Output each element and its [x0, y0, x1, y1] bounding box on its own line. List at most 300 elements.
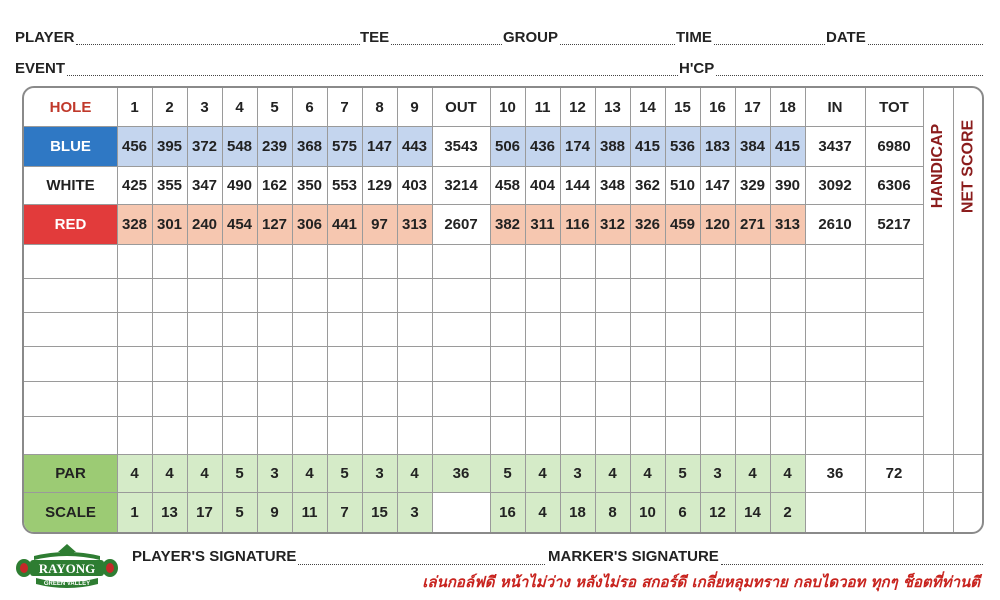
tee-yardage: 313 [401, 215, 428, 233]
hole-number-header: 12 [569, 98, 586, 116]
tee-yardage: 415 [634, 137, 661, 155]
score-entry-cell[interactable] [665, 244, 700, 278]
score-entry-cell[interactable] [187, 244, 222, 278]
logo-tagline: GREEN VALLEY [43, 581, 91, 587]
score-entry-cell[interactable] [595, 346, 630, 381]
tee-yardage: 162 [261, 176, 288, 194]
score-entry-cell[interactable] [700, 312, 735, 346]
in-header: IN [827, 98, 843, 116]
group-field[interactable] [503, 30, 675, 45]
score-entry-cell[interactable] [222, 381, 257, 416]
score-entry-cell[interactable] [805, 416, 865, 454]
score-entry-cell[interactable] [117, 346, 152, 381]
score-entry-cell[interactable] [327, 346, 362, 381]
scale-value: 9 [270, 503, 279, 521]
par-value: 5 [503, 464, 512, 482]
score-entry-cell[interactable] [770, 244, 805, 278]
tee-yardage: 311 [530, 215, 555, 233]
tee-label-white: WHITE [46, 176, 95, 194]
net-score-entry[interactable] [953, 454, 982, 532]
scale-value: 16 [499, 503, 516, 521]
score-entry-cell[interactable] [24, 312, 117, 346]
tee-yardage: 97 [371, 215, 388, 233]
score-entry-cell[interactable] [152, 312, 187, 346]
score-entry-cell[interactable] [630, 244, 665, 278]
handicap-entry[interactable] [923, 454, 953, 532]
score-entry-cell[interactable] [257, 312, 292, 346]
tee-yardage: 510 [669, 176, 696, 194]
score-entry-cell[interactable] [187, 312, 222, 346]
par-value: 5 [235, 464, 244, 482]
scale-value: 5 [235, 503, 244, 521]
score-entry-cell[interactable] [327, 416, 362, 454]
score-entry-cell[interactable] [187, 416, 222, 454]
score-entry-cell[interactable] [187, 346, 222, 381]
scale-value: 18 [569, 503, 586, 521]
tee-out-total: 3543 [444, 137, 478, 155]
score-entry-cell[interactable] [24, 244, 117, 278]
score-entry-cell[interactable] [865, 346, 923, 381]
tee-total: 6980 [877, 137, 911, 155]
tee-out-total: 2607 [444, 215, 478, 233]
score-entry-cell[interactable] [805, 278, 865, 312]
tee-yardage: 129 [366, 176, 393, 194]
score-entry-cell[interactable] [327, 312, 362, 346]
score-entry-cell[interactable] [525, 244, 560, 278]
time-field[interactable] [676, 30, 825, 45]
rayong-green-valley-logo [14, 540, 120, 590]
player-signature-label: PLAYER'S SIGNATURE [132, 548, 297, 565]
par-value: 4 [305, 464, 314, 482]
player-field[interactable] [15, 30, 360, 45]
score-entry-cell[interactable] [152, 244, 187, 278]
tee-yardage: 120 [704, 215, 731, 233]
score-entry-cell[interactable] [362, 244, 397, 278]
score-entry-cell[interactable] [735, 312, 770, 346]
score-entry-cell[interactable] [560, 346, 595, 381]
par-value: 4 [538, 464, 547, 482]
score-entry-cell[interactable] [432, 346, 490, 381]
tee-yardage: 328 [121, 215, 148, 233]
score-entry-cell[interactable] [735, 244, 770, 278]
hole-number-header: 11 [534, 98, 551, 116]
score-entry-cell[interactable] [222, 312, 257, 346]
score-entry-cell[interactable] [630, 312, 665, 346]
group-line [560, 32, 675, 45]
score-entry-cell[interactable] [327, 278, 362, 312]
tee-total: 5217 [877, 215, 911, 233]
score-entry-cell[interactable] [490, 312, 525, 346]
tee-yardage: 443 [401, 137, 428, 155]
par-label: PAR [55, 464, 86, 482]
par-value: 3 [713, 464, 722, 482]
score-entry-cell[interactable] [397, 312, 432, 346]
time-line [714, 32, 825, 45]
score-entry-cell[interactable] [805, 381, 865, 416]
score-entry-cell[interactable] [595, 278, 630, 312]
scale-value: 12 [709, 503, 726, 521]
time-label: TIME [676, 29, 712, 46]
par-value: 4 [130, 464, 139, 482]
hcp-line [716, 63, 983, 76]
score-entry-cell[interactable] [397, 244, 432, 278]
score-entry-cell[interactable] [117, 416, 152, 454]
scale-out [432, 492, 490, 532]
score-entry-cell[interactable] [432, 381, 490, 416]
score-entry-cell[interactable] [770, 416, 805, 454]
scorecard-grid [22, 86, 984, 534]
scale-value: 7 [340, 503, 349, 521]
score-entry-cell[interactable] [292, 312, 327, 346]
tee-yardage: 458 [494, 176, 521, 194]
score-entry-cell[interactable] [257, 416, 292, 454]
par-value: 4 [608, 464, 617, 482]
tee-yardage: 425 [121, 176, 148, 194]
score-entry-cell[interactable] [292, 278, 327, 312]
score-entry-cell[interactable] [595, 244, 630, 278]
group-label: GROUP [503, 29, 559, 46]
score-entry-cell[interactable] [257, 346, 292, 381]
par-out: 36 [452, 464, 470, 482]
scale-in [805, 492, 865, 532]
tee-in-total: 3092 [818, 176, 852, 194]
par-value: 4 [748, 464, 757, 482]
score-entry-cell[interactable] [525, 416, 560, 454]
score-entry-cell[interactable] [152, 416, 187, 454]
tot-header: TOT [879, 98, 909, 116]
scale-value: 13 [161, 503, 178, 521]
par-value: 3 [270, 464, 279, 482]
score-entry-cell[interactable] [700, 416, 735, 454]
score-entry-cell[interactable] [525, 346, 560, 381]
scale-value: 1 [130, 503, 139, 521]
par-value: 3 [375, 464, 384, 482]
score-entry-cell[interactable] [865, 381, 923, 416]
hole-number-header: 9 [410, 98, 419, 116]
score-entry-cell[interactable] [630, 416, 665, 454]
score-entry-cell[interactable] [432, 278, 490, 312]
score-entry-cell[interactable] [525, 312, 560, 346]
score-entry-cell[interactable] [595, 312, 630, 346]
hcp-label: H'CP [679, 60, 715, 77]
score-entry-cell[interactable] [187, 381, 222, 416]
score-entry-cell[interactable] [770, 381, 805, 416]
hcp-field[interactable] [679, 61, 983, 76]
score-entry-cell[interactable] [292, 346, 327, 381]
scale-value: 8 [608, 503, 617, 521]
event-line [67, 63, 678, 76]
hole-number-header: 3 [200, 98, 209, 116]
scale-value: 4 [538, 503, 547, 521]
tee-yardage: 240 [191, 215, 218, 233]
player-signature-line [298, 552, 545, 565]
scale-value: 2 [783, 503, 792, 521]
par-value: 4 [165, 464, 174, 482]
tee-total: 6306 [877, 176, 911, 194]
score-entry-cell[interactable] [152, 278, 187, 312]
hole-number-header: 18 [779, 98, 796, 116]
player-line [76, 32, 360, 45]
tee-yardage: 459 [669, 215, 696, 233]
score-entry-cell[interactable] [362, 346, 397, 381]
tee-yardage: 372 [191, 137, 218, 155]
hole-number-header: 15 [674, 98, 691, 116]
tee-yardage: 404 [529, 176, 556, 194]
score-entry-cell[interactable] [327, 381, 362, 416]
tee-yardage: 144 [564, 176, 591, 194]
score-entry-cell[interactable] [630, 278, 665, 312]
par-value: 4 [643, 464, 652, 482]
score-entry-cell[interactable] [397, 416, 432, 454]
tee-yardage: 348 [599, 176, 626, 194]
score-entry-cell[interactable] [865, 278, 923, 312]
tee-in-total: 3437 [818, 137, 852, 155]
hole-number-header: 2 [165, 98, 174, 116]
net-score-header: NET SCORE [958, 119, 976, 213]
score-entry-cell[interactable] [24, 346, 117, 381]
hole-number-header: 17 [744, 98, 761, 116]
scale-tot [865, 492, 923, 532]
tee-yardage: 347 [191, 176, 218, 194]
tee-yardage: 355 [156, 176, 183, 194]
scale-value: 11 [301, 503, 318, 521]
tee-out-total: 3214 [444, 176, 478, 194]
score-entry-cell[interactable] [665, 312, 700, 346]
score-entry-cell[interactable] [700, 244, 735, 278]
tee-yardage: 382 [494, 215, 521, 233]
tee-yardage: 395 [156, 137, 183, 155]
score-entry-cell[interactable] [222, 416, 257, 454]
score-entry-cell[interactable] [432, 244, 490, 278]
tee-yardage: 454 [226, 215, 253, 233]
score-entry-cell[interactable] [490, 244, 525, 278]
hole-number-header: 7 [340, 98, 349, 116]
score-entry-cell[interactable] [292, 416, 327, 454]
score-entry-cell[interactable] [257, 244, 292, 278]
tee-yardage: 388 [599, 137, 626, 155]
score-entry-cell[interactable] [665, 381, 700, 416]
hole-number-header: 8 [375, 98, 384, 116]
score-entry-cell[interactable] [397, 278, 432, 312]
par-value: 4 [410, 464, 419, 482]
course-etiquette-slogan: เล่นกอล์ฟดี หน้าไม่ว่าง หลังไม่รอ สกอร์ดี เกลี่ยหลุมทราย กลบไดวอท ทุกๆ ช็อตที่ท่านตี [422, 573, 980, 591]
score-entry-cell[interactable] [805, 346, 865, 381]
scale-value: 17 [196, 503, 213, 521]
out-header: OUT [445, 98, 477, 116]
tee-yardage: 147 [366, 137, 393, 155]
marker-signature-label: MARKER'S SIGNATURE [548, 548, 719, 565]
event-field[interactable] [15, 61, 678, 76]
tee-yardage: 362 [634, 176, 661, 194]
score-entry-cell[interactable] [630, 346, 665, 381]
score-entry-cell[interactable] [560, 312, 595, 346]
tee-yardage: 368 [296, 137, 323, 155]
score-entry-cell[interactable] [432, 312, 490, 346]
score-entry-cell[interactable] [665, 416, 700, 454]
score-entry-cell[interactable] [362, 416, 397, 454]
score-entry-cell[interactable] [24, 381, 117, 416]
score-entry-cell[interactable] [490, 278, 525, 312]
tee-yardage: 183 [704, 137, 731, 155]
score-entry-cell[interactable] [490, 381, 525, 416]
score-entry-cell[interactable] [700, 278, 735, 312]
score-entry-cell[interactable] [735, 278, 770, 312]
hole-number-header: 13 [604, 98, 621, 116]
marker-signature-field[interactable] [548, 548, 983, 565]
score-entry-cell[interactable] [292, 381, 327, 416]
score-entry-cell[interactable] [735, 381, 770, 416]
hole-header: HOLE [49, 98, 92, 116]
score-entry-cell[interactable] [432, 416, 490, 454]
tee-yardage: 127 [261, 215, 288, 233]
hole-number-header: 10 [499, 98, 516, 116]
handicap-header: HANDICAP [929, 123, 946, 209]
scale-label: SCALE [45, 503, 96, 521]
tee-yardage: 306 [296, 215, 323, 233]
tee-label-blue: BLUE [50, 137, 91, 155]
tee-yardage: 271 [739, 215, 766, 233]
tee-yardage: 436 [529, 137, 556, 155]
score-entry-cell[interactable] [24, 278, 117, 312]
scale-value: 14 [744, 503, 761, 521]
score-entry-cell[interactable] [117, 312, 152, 346]
score-entry-cell[interactable] [865, 312, 923, 346]
score-entry-cell[interactable] [630, 381, 665, 416]
tee-yardage: 441 [331, 215, 358, 233]
score-entry-cell[interactable] [525, 381, 560, 416]
tee-yardage: 313 [774, 215, 801, 233]
score-entry-cell[interactable] [327, 244, 362, 278]
tee-field[interactable] [360, 30, 502, 45]
score-entry-cell[interactable] [117, 244, 152, 278]
score-entry-cell[interactable] [152, 346, 187, 381]
score-entry-cell[interactable] [292, 244, 327, 278]
tee-yardage: 536 [669, 137, 696, 155]
score-entry-cell[interactable] [560, 278, 595, 312]
score-entry-cell[interactable] [700, 346, 735, 381]
tee-yardage: 403 [401, 176, 428, 194]
tee-yardage: 301 [156, 215, 183, 233]
score-entry-cell[interactable] [362, 278, 397, 312]
par-value: 5 [340, 464, 349, 482]
par-in: 36 [826, 464, 844, 482]
tee-label: TEE [360, 29, 390, 46]
tee-yardage: 490 [226, 176, 253, 194]
score-entry-cell[interactable] [362, 381, 397, 416]
score-entry-cell[interactable] [24, 416, 117, 454]
score-entry-cell[interactable] [222, 278, 257, 312]
score-entry-cell[interactable] [735, 346, 770, 381]
score-entry-cell[interactable] [560, 244, 595, 278]
player-label: PLAYER [15, 29, 75, 46]
player-signature-field[interactable] [132, 548, 545, 565]
logo-name: RAYONG [38, 561, 96, 576]
tee-line [391, 32, 502, 45]
tee-yardage: 390 [774, 176, 801, 194]
tee-yardage: 329 [739, 176, 766, 194]
score-entry-cell[interactable] [595, 381, 630, 416]
marker-signature-line [721, 552, 983, 565]
tee-yardage: 350 [296, 176, 323, 194]
tee-yardage: 415 [774, 137, 801, 155]
tee-yardage: 384 [739, 137, 766, 155]
score-entry-cell[interactable] [805, 312, 865, 346]
score-entry-cell[interactable] [117, 381, 152, 416]
tee-yardage: 147 [704, 176, 731, 194]
score-entry-cell[interactable] [397, 381, 432, 416]
score-entry-cell[interactable] [700, 381, 735, 416]
score-entry-cell[interactable] [257, 278, 292, 312]
score-entry-cell[interactable] [525, 278, 560, 312]
hole-number-header: 16 [709, 98, 726, 116]
scale-value: 3 [410, 503, 419, 521]
tee-yardage: 553 [331, 176, 358, 194]
tee-yardage: 575 [331, 137, 358, 155]
date-label: DATE [826, 29, 866, 46]
par-value: 4 [783, 464, 792, 482]
score-entry-cell[interactable] [490, 416, 525, 454]
hole-number-header: 1 [130, 98, 139, 116]
score-entry-cell[interactable] [362, 312, 397, 346]
score-entry-cell[interactable] [770, 278, 805, 312]
tee-yardage: 506 [494, 137, 521, 155]
score-entry-cell[interactable] [222, 244, 257, 278]
par-tot: 72 [885, 464, 903, 482]
score-entry-cell[interactable] [117, 278, 152, 312]
scale-value: 6 [678, 503, 687, 521]
tee-yardage: 326 [634, 215, 661, 233]
hole-number-header: 4 [235, 98, 244, 116]
score-entry-cell[interactable] [770, 346, 805, 381]
date-line [868, 32, 983, 45]
score-entry-cell[interactable] [560, 416, 595, 454]
tee-label-red: RED [54, 215, 87, 233]
score-entry-cell[interactable] [770, 312, 805, 346]
hole-number-header: 5 [270, 98, 279, 116]
score-entry-cell[interactable] [735, 416, 770, 454]
par-value: 4 [200, 464, 209, 482]
score-entry-cell[interactable] [152, 381, 187, 416]
score-entry-cell[interactable] [805, 244, 865, 278]
tee-yardage: 548 [226, 137, 253, 155]
scale-value: 15 [371, 503, 388, 521]
score-entry-cell[interactable] [222, 346, 257, 381]
tee-yardage: 116 [565, 215, 590, 233]
hole-number-header: 6 [305, 98, 314, 116]
score-entry-cell[interactable] [865, 416, 923, 454]
date-field[interactable] [826, 30, 983, 45]
score-entry-cell[interactable] [397, 346, 432, 381]
score-entry-cell[interactable] [665, 278, 700, 312]
tee-in-total: 2610 [818, 215, 852, 233]
tee-yardage: 456 [121, 137, 148, 155]
score-entry-cell[interactable] [560, 381, 595, 416]
score-entry-cell[interactable] [257, 381, 292, 416]
score-entry-cell[interactable] [665, 346, 700, 381]
score-entry-cell[interactable] [595, 416, 630, 454]
event-label: EVENT [15, 60, 66, 77]
score-entry-cell[interactable] [187, 278, 222, 312]
tee-yardage: 312 [599, 215, 626, 233]
score-entry-cell[interactable] [865, 244, 923, 278]
par-value: 5 [678, 464, 687, 482]
scale-value: 10 [639, 503, 656, 521]
hole-number-header: 14 [639, 98, 656, 116]
par-value: 3 [573, 464, 582, 482]
score-entry-cell[interactable] [490, 346, 525, 381]
tee-yardage: 239 [261, 137, 288, 155]
tee-yardage: 174 [564, 137, 591, 155]
